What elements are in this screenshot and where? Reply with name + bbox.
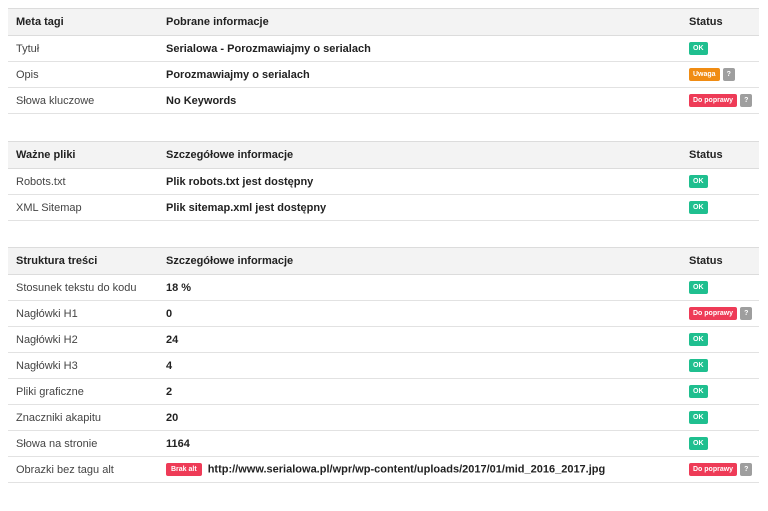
important-files-table xyxy=(8,141,759,221)
column-header: Status xyxy=(681,9,759,36)
row-label: Opis xyxy=(8,62,158,88)
status-badge: OK xyxy=(689,201,708,214)
help-icon[interactable]: ? xyxy=(740,463,752,476)
row-label: XML Sitemap xyxy=(8,195,158,221)
column-header: Szczegółowe informacje xyxy=(158,142,681,169)
table-row xyxy=(8,457,759,483)
table-row xyxy=(8,431,759,457)
status-badge: OK xyxy=(689,42,708,55)
column-header: Struktura treści xyxy=(8,248,158,275)
status-badge: OK xyxy=(689,333,708,346)
table-row xyxy=(8,195,759,221)
help-icon[interactable]: ? xyxy=(740,94,752,107)
table-row xyxy=(8,301,759,327)
column-header: Szczegółowe informacje xyxy=(158,248,681,275)
table-row xyxy=(8,275,759,301)
row-label: Nagłówki H1 xyxy=(8,301,158,327)
row-value: Plik sitemap.xml jest dostępny xyxy=(158,195,681,221)
status-badge: OK xyxy=(689,175,708,188)
status-badge: OK xyxy=(689,385,708,398)
row-label: Znaczniki akapitu xyxy=(8,405,158,431)
status-badge: Do poprawy xyxy=(689,94,737,107)
row-value: 1164 xyxy=(158,431,681,457)
missing-alt-tag: Brak alt xyxy=(166,463,202,476)
row-label: Pliki graficzne xyxy=(8,379,158,405)
row-label: Nagłówki H2 xyxy=(8,327,158,353)
row-value: 4 xyxy=(158,353,681,379)
table-row xyxy=(8,327,759,353)
status-badge: OK xyxy=(689,411,708,424)
meta-tags-table xyxy=(8,8,759,114)
row-value: Porozmawiajmy o serialach xyxy=(158,62,681,88)
column-header: Ważne pliki xyxy=(8,142,158,169)
image-url[interactable]: http://www.serialowa.pl/wpr/wp-content/uploads/2017/01/mid_2016_2017.jpg xyxy=(207,463,606,476)
table-row xyxy=(8,379,759,405)
row-value: Plik robots.txt jest dostępny xyxy=(158,169,681,195)
row-value: 2 xyxy=(158,379,681,405)
status-badge: OK xyxy=(689,359,708,372)
help-icon[interactable]: ? xyxy=(740,307,752,320)
table-row xyxy=(8,353,759,379)
row-value: 24 xyxy=(158,327,681,353)
status-badge: Uwaga xyxy=(689,68,720,81)
row-value: 18 % xyxy=(158,275,681,301)
table-row xyxy=(8,405,759,431)
table-row xyxy=(8,62,759,88)
row-label: Tytuł xyxy=(8,36,158,62)
row-label: Stosunek tekstu do kodu xyxy=(8,275,158,301)
row-label: Słowa na stronie xyxy=(8,431,158,457)
column-header: Status xyxy=(681,248,759,275)
table-row xyxy=(8,88,759,114)
row-value: No Keywords xyxy=(158,88,681,114)
row-value: 20 xyxy=(158,405,681,431)
column-header: Pobrane informacje xyxy=(158,9,681,36)
row-value: 0 xyxy=(158,301,681,327)
column-header: Status xyxy=(681,142,759,169)
table-row xyxy=(8,169,759,195)
status-badge: OK xyxy=(689,437,708,450)
table-header-row xyxy=(8,142,759,169)
status-badge: Do poprawy xyxy=(689,463,737,476)
row-label: Nagłówki H3 xyxy=(8,353,158,379)
row-label: Słowa kluczowe xyxy=(8,88,158,114)
table-row xyxy=(8,36,759,62)
content-structure-table xyxy=(8,247,759,483)
table-header-row xyxy=(8,248,759,275)
table-header-row xyxy=(8,9,759,36)
help-icon[interactable]: ? xyxy=(723,68,735,81)
status-badge: Do poprawy xyxy=(689,307,737,320)
status-badge: OK xyxy=(689,281,708,294)
row-value: Serialowa - Porozmawiajmy o serialach xyxy=(158,36,681,62)
column-header: Meta tagi xyxy=(8,9,158,36)
row-label: Robots.txt xyxy=(8,169,158,195)
row-label: Obrazki bez tagu alt xyxy=(8,457,158,483)
